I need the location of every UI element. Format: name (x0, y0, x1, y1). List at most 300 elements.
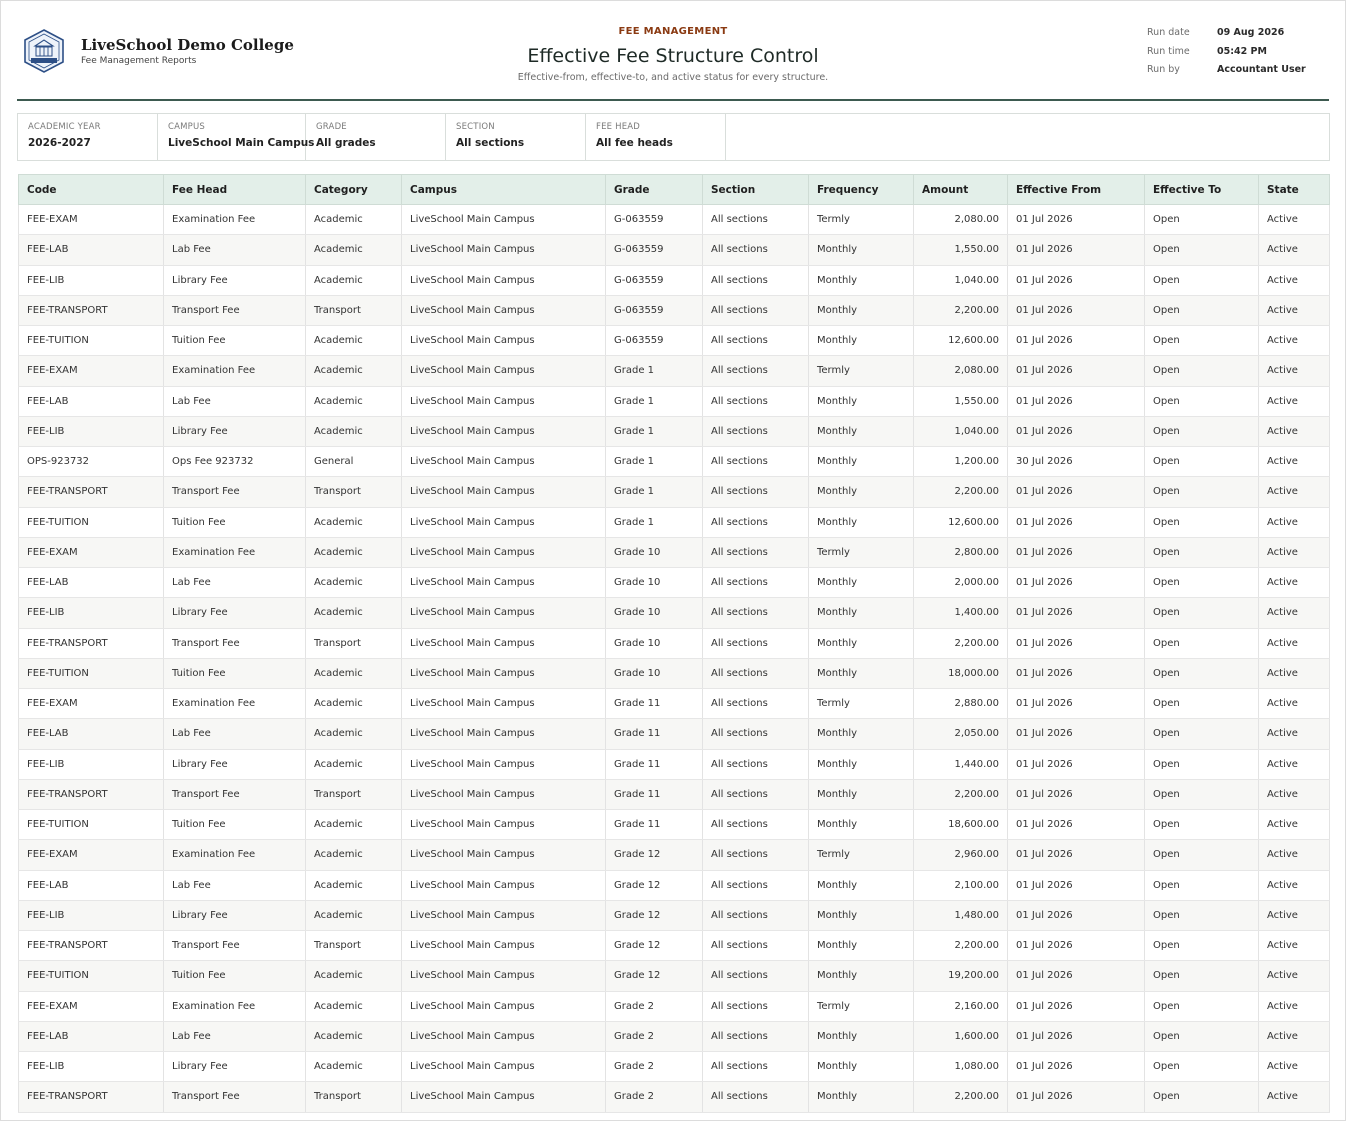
cell-effective-to: Open (1145, 689, 1259, 719)
column-header-state[interactable]: State (1259, 175, 1330, 205)
cell-grade: Grade 1 (606, 386, 703, 416)
cell-code: FEE-EXAM (19, 356, 164, 386)
cell-effective-from: 01 Jul 2026 (1008, 386, 1145, 416)
cell-fee-head: Tuition Fee (164, 507, 306, 537)
table-row[interactable] (19, 810, 1330, 840)
cell-effective-to: Open (1145, 205, 1259, 235)
cell-campus: LiveSchool Main Campus (402, 840, 606, 870)
cell-effective-from: 01 Jul 2026 (1008, 537, 1145, 567)
table-row[interactable] (19, 1021, 1330, 1051)
cell-fee-head: Lab Fee (164, 235, 306, 265)
cell-grade: Grade 12 (606, 870, 703, 900)
run-by-value: Accountant User (1217, 64, 1306, 75)
cell-effective-from: 01 Jul 2026 (1008, 870, 1145, 900)
column-header-code[interactable]: Code (19, 175, 164, 205)
report-kicker: FEE MANAGEMENT (618, 26, 728, 37)
cell-code: FEE-TRANSPORT (19, 628, 164, 658)
table-row[interactable] (19, 477, 1330, 507)
cell-grade: Grade 1 (606, 477, 703, 507)
cell-state: Active (1259, 537, 1330, 567)
filter-value: All sections (456, 137, 525, 149)
cell-state: Active (1259, 870, 1330, 900)
cell-frequency: Monthly (809, 810, 914, 840)
filter-fee-head[interactable] (586, 114, 726, 160)
table-row[interactable] (19, 900, 1330, 930)
cell-category: Transport (306, 931, 402, 961)
cell-frequency: Monthly (809, 870, 914, 900)
cell-frequency: Monthly (809, 235, 914, 265)
cell-grade: Grade 11 (606, 719, 703, 749)
filter-label: ACADEMIC YEAR (28, 122, 101, 132)
column-header-fee-head[interactable]: Fee Head (164, 175, 306, 205)
cell-code: FEE-LAB (19, 870, 164, 900)
cell-frequency: Monthly (809, 386, 914, 416)
column-header-section[interactable]: Section (703, 175, 809, 205)
cell-amount: 2,960.00 (914, 840, 1008, 870)
cell-state: Active (1259, 840, 1330, 870)
cell-effective-to: Open (1145, 568, 1259, 598)
table-row[interactable] (19, 961, 1330, 991)
cell-amount: 2,080.00 (914, 356, 1008, 386)
cell-campus: LiveSchool Main Campus (402, 719, 606, 749)
cell-frequency: Termly (809, 689, 914, 719)
cell-campus: LiveSchool Main Campus (402, 507, 606, 537)
cell-fee-head: Transport Fee (164, 477, 306, 507)
cell-effective-to: Open (1145, 900, 1259, 930)
report-header (17, 1, 1329, 101)
cell-campus: LiveSchool Main Campus (402, 991, 606, 1021)
cell-campus: LiveSchool Main Campus (402, 356, 606, 386)
cell-code: FEE-TRANSPORT (19, 1082, 164, 1112)
cell-fee-head: Ops Fee 923732 (164, 447, 306, 477)
cell-fee-head: Transport Fee (164, 628, 306, 658)
cell-grade: Grade 10 (606, 628, 703, 658)
cell-effective-from: 01 Jul 2026 (1008, 1052, 1145, 1082)
table-row[interactable] (19, 628, 1330, 658)
cell-effective-from: 01 Jul 2026 (1008, 477, 1145, 507)
cell-campus: LiveSchool Main Campus (402, 416, 606, 446)
cell-grade: Grade 11 (606, 779, 703, 809)
cell-amount: 12,600.00 (914, 507, 1008, 537)
run-time-value: 05:42 PM (1217, 45, 1267, 57)
cell-grade: G-063559 (606, 265, 703, 295)
table-row[interactable] (19, 1052, 1330, 1082)
cell-effective-from: 01 Jul 2026 (1008, 658, 1145, 688)
table-header-row (19, 175, 1330, 205)
table-row[interactable] (19, 658, 1330, 688)
column-header-campus[interactable]: Campus (402, 175, 606, 205)
cell-campus: LiveSchool Main Campus (402, 265, 606, 295)
table-body (19, 205, 1330, 1113)
cell-frequency: Monthly (809, 568, 914, 598)
cell-section: All sections (703, 205, 809, 235)
cell-code: FEE-LIB (19, 416, 164, 446)
cell-category: Academic (306, 326, 402, 356)
cell-code: FEE-EXAM (19, 537, 164, 567)
cell-code: FEE-TUITION (19, 507, 164, 537)
cell-grade: Grade 10 (606, 568, 703, 598)
cell-campus: LiveSchool Main Campus (402, 870, 606, 900)
cell-code: FEE-TUITION (19, 810, 164, 840)
cell-effective-from: 01 Jul 2026 (1008, 235, 1145, 265)
cell-frequency: Monthly (809, 507, 914, 537)
cell-section: All sections (703, 568, 809, 598)
cell-effective-from: 01 Jul 2026 (1008, 205, 1145, 235)
cell-campus: LiveSchool Main Campus (402, 628, 606, 658)
cell-campus: LiveSchool Main Campus (402, 598, 606, 628)
table-row[interactable] (19, 689, 1330, 719)
cell-frequency: Termly (809, 537, 914, 567)
cell-amount: 2,200.00 (914, 931, 1008, 961)
table-row[interactable] (19, 719, 1330, 749)
cell-state: Active (1259, 961, 1330, 991)
cell-grade: Grade 2 (606, 1082, 703, 1112)
cell-state: Active (1259, 295, 1330, 325)
filter-label: GRADE (316, 122, 347, 132)
cell-state: Active (1259, 598, 1330, 628)
cell-grade: Grade 12 (606, 931, 703, 961)
cell-campus: LiveSchool Main Campus (402, 1052, 606, 1082)
cell-grade: Grade 1 (606, 416, 703, 446)
cell-amount: 2,200.00 (914, 477, 1008, 507)
cell-fee-head: Tuition Fee (164, 326, 306, 356)
column-header-effective-to[interactable]: Effective To (1145, 175, 1259, 205)
cell-fee-head: Tuition Fee (164, 961, 306, 991)
cell-category: Transport (306, 628, 402, 658)
cell-effective-to: Open (1145, 840, 1259, 870)
cell-campus: LiveSchool Main Campus (402, 810, 606, 840)
cell-effective-from: 01 Jul 2026 (1008, 779, 1145, 809)
cell-effective-from: 01 Jul 2026 (1008, 719, 1145, 749)
cell-section: All sections (703, 1082, 809, 1112)
filter-grade[interactable] (306, 114, 446, 160)
table-row[interactable] (19, 295, 1330, 325)
cell-category: Academic (306, 870, 402, 900)
cell-effective-to: Open (1145, 991, 1259, 1021)
cell-effective-to: Open (1145, 628, 1259, 658)
cell-fee-head: Examination Fee (164, 205, 306, 235)
column-header-amount[interactable]: Amount (914, 175, 1008, 205)
cell-campus: LiveSchool Main Campus (402, 568, 606, 598)
cell-section: All sections (703, 931, 809, 961)
cell-category: Academic (306, 568, 402, 598)
cell-effective-from: 01 Jul 2026 (1008, 840, 1145, 870)
cell-fee-head: Examination Fee (164, 840, 306, 870)
page-subtitle: Effective-from, effective-to, and active status for every structure. (517, 72, 829, 83)
column-header-effective-from[interactable]: Effective From (1008, 175, 1145, 205)
cell-grade: Grade 1 (606, 447, 703, 477)
cell-amount: 1,080.00 (914, 1052, 1008, 1082)
table-row[interactable] (19, 265, 1330, 295)
cell-code: FEE-LIB (19, 1052, 164, 1082)
cell-frequency: Termly (809, 840, 914, 870)
filter-label: SECTION (456, 122, 495, 132)
cell-state: Active (1259, 931, 1330, 961)
cell-category: Academic (306, 386, 402, 416)
cell-fee-head: Lab Fee (164, 870, 306, 900)
cell-section: All sections (703, 689, 809, 719)
cell-category: Academic (306, 719, 402, 749)
cell-effective-to: Open (1145, 870, 1259, 900)
cell-state: Active (1259, 991, 1330, 1021)
cell-fee-head: Transport Fee (164, 1082, 306, 1112)
cell-campus: LiveSchool Main Campus (402, 537, 606, 567)
cell-fee-head: Library Fee (164, 1052, 306, 1082)
cell-section: All sections (703, 628, 809, 658)
table-row[interactable] (19, 386, 1330, 416)
cell-category: Academic (306, 205, 402, 235)
column-header-grade[interactable]: Grade (606, 175, 703, 205)
cell-effective-to: Open (1145, 658, 1259, 688)
cell-effective-from: 01 Jul 2026 (1008, 628, 1145, 658)
cell-effective-to: Open (1145, 719, 1259, 749)
cell-frequency: Monthly (809, 326, 914, 356)
cell-code: FEE-TUITION (19, 326, 164, 356)
run-date-row (1147, 27, 1306, 46)
cell-fee-head: Lab Fee (164, 1021, 306, 1051)
cell-frequency: Monthly (809, 900, 914, 930)
cell-frequency: Monthly (809, 416, 914, 446)
cell-section: All sections (703, 326, 809, 356)
cell-fee-head: Lab Fee (164, 386, 306, 416)
cell-frequency: Monthly (809, 1021, 914, 1051)
cell-campus: LiveSchool Main Campus (402, 205, 606, 235)
cell-amount: 12,600.00 (914, 326, 1008, 356)
cell-grade: Grade 2 (606, 1021, 703, 1051)
cell-effective-from: 01 Jul 2026 (1008, 931, 1145, 961)
cell-grade: Grade 11 (606, 810, 703, 840)
cell-amount: 18,600.00 (914, 810, 1008, 840)
cell-amount: 19,200.00 (914, 961, 1008, 991)
cell-effective-from: 01 Jul 2026 (1008, 810, 1145, 840)
cell-section: All sections (703, 386, 809, 416)
cell-section: All sections (703, 1021, 809, 1051)
table-row[interactable] (19, 326, 1330, 356)
cell-effective-from: 01 Jul 2026 (1008, 598, 1145, 628)
cell-frequency: Monthly (809, 1052, 914, 1082)
cell-frequency: Monthly (809, 265, 914, 295)
cell-grade: Grade 10 (606, 598, 703, 628)
cell-state: Active (1259, 235, 1330, 265)
cell-effective-to: Open (1145, 507, 1259, 537)
cell-campus: LiveSchool Main Campus (402, 477, 606, 507)
cell-effective-to: Open (1145, 235, 1259, 265)
table-row[interactable] (19, 598, 1330, 628)
cell-section: All sections (703, 537, 809, 567)
cell-category: Academic (306, 1021, 402, 1051)
cell-frequency: Monthly (809, 719, 914, 749)
cell-campus: LiveSchool Main Campus (402, 447, 606, 477)
filter-value: All grades (316, 137, 376, 149)
table-row[interactable] (19, 991, 1330, 1021)
cell-grade: G-063559 (606, 205, 703, 235)
cell-amount: 1,480.00 (914, 900, 1008, 930)
filter-academic-year[interactable] (18, 114, 158, 160)
cell-code: FEE-LAB (19, 235, 164, 265)
cell-effective-from: 01 Jul 2026 (1008, 900, 1145, 930)
cell-section: All sections (703, 810, 809, 840)
cell-frequency: Monthly (809, 658, 914, 688)
cell-category: Academic (306, 749, 402, 779)
cell-grade: Grade 2 (606, 1052, 703, 1082)
column-header-category[interactable]: Category (306, 175, 402, 205)
table-row[interactable] (19, 840, 1330, 870)
run-by-label: Run by (1147, 64, 1180, 75)
filter-campus[interactable] (158, 114, 315, 160)
cell-campus: LiveSchool Main Campus (402, 961, 606, 991)
college-subtitle: Fee Management Reports (81, 56, 197, 66)
filter-value: All fee heads (596, 137, 673, 149)
cell-fee-head: Library Fee (164, 265, 306, 295)
table-row[interactable] (19, 537, 1330, 567)
cell-code: FEE-EXAM (19, 840, 164, 870)
cell-section: All sections (703, 235, 809, 265)
column-header-frequency[interactable]: Frequency (809, 175, 914, 205)
cell-grade: Grade 10 (606, 537, 703, 567)
cell-grade: Grade 11 (606, 689, 703, 719)
table-row[interactable] (19, 1082, 1330, 1112)
cell-effective-from: 01 Jul 2026 (1008, 991, 1145, 1021)
filter-bar (17, 113, 1330, 161)
cell-fee-head: Library Fee (164, 598, 306, 628)
cell-grade: G-063559 (606, 295, 703, 325)
cell-effective-to: Open (1145, 265, 1259, 295)
cell-category: Academic (306, 658, 402, 688)
cell-code: FEE-LIB (19, 598, 164, 628)
run-time-row (1147, 46, 1306, 65)
cell-effective-to: Open (1145, 961, 1259, 991)
cell-state: Active (1259, 719, 1330, 749)
cell-amount: 2,160.00 (914, 991, 1008, 1021)
cell-grade: G-063559 (606, 235, 703, 265)
cell-grade: Grade 10 (606, 658, 703, 688)
cell-state: Active (1259, 1082, 1330, 1112)
cell-campus: LiveSchool Main Campus (402, 900, 606, 930)
cell-fee-head: Examination Fee (164, 537, 306, 567)
cell-state: Active (1259, 356, 1330, 386)
cell-frequency: Termly (809, 205, 914, 235)
cell-frequency: Monthly (809, 447, 914, 477)
cell-effective-from: 01 Jul 2026 (1008, 961, 1145, 991)
table-row[interactable] (19, 235, 1330, 265)
cell-state: Active (1259, 386, 1330, 416)
cell-effective-to: Open (1145, 416, 1259, 446)
table-row[interactable] (19, 931, 1330, 961)
cell-category: Transport (306, 477, 402, 507)
cell-state: Active (1259, 900, 1330, 930)
filter-section[interactable] (446, 114, 586, 160)
cell-effective-to: Open (1145, 356, 1259, 386)
cell-code: FEE-LAB (19, 719, 164, 749)
cell-section: All sections (703, 658, 809, 688)
cell-frequency: Monthly (809, 931, 914, 961)
cell-amount: 2,100.00 (914, 870, 1008, 900)
cell-grade: Grade 12 (606, 840, 703, 870)
cell-frequency: Monthly (809, 1082, 914, 1112)
cell-section: All sections (703, 477, 809, 507)
table-row[interactable] (19, 447, 1330, 477)
cell-campus: LiveSchool Main Campus (402, 749, 606, 779)
cell-section: All sections (703, 779, 809, 809)
cell-code: FEE-LIB (19, 265, 164, 295)
cell-campus: LiveSchool Main Campus (402, 931, 606, 961)
run-date-label: Run date (1147, 27, 1190, 38)
table-row[interactable] (19, 356, 1330, 386)
run-time-label: Run time (1147, 45, 1190, 57)
cell-grade: Grade 12 (606, 961, 703, 991)
cell-campus: LiveSchool Main Campus (402, 235, 606, 265)
cell-category: Transport (306, 779, 402, 809)
cell-effective-from: 01 Jul 2026 (1008, 1021, 1145, 1051)
cell-effective-to: Open (1145, 537, 1259, 567)
cell-section: All sections (703, 991, 809, 1021)
cell-amount: 2,200.00 (914, 779, 1008, 809)
cell-code: OPS-923732 (19, 447, 164, 477)
cell-fee-head: Library Fee (164, 749, 306, 779)
cell-fee-head: Tuition Fee (164, 810, 306, 840)
fee-structure-table-wrap (18, 174, 1329, 1113)
cell-effective-from: 01 Jul 2026 (1008, 326, 1145, 356)
cell-effective-to: Open (1145, 326, 1259, 356)
cell-code: FEE-LAB (19, 1021, 164, 1051)
table-row[interactable] (19, 416, 1330, 446)
cell-amount: 2,000.00 (914, 568, 1008, 598)
cell-frequency: Monthly (809, 477, 914, 507)
cell-category: Academic (306, 416, 402, 446)
table-row[interactable] (19, 205, 1330, 235)
cell-grade: Grade 11 (606, 749, 703, 779)
cell-amount: 1,400.00 (914, 598, 1008, 628)
cell-state: Active (1259, 628, 1330, 658)
cell-amount: 1,550.00 (914, 386, 1008, 416)
cell-frequency: Monthly (809, 749, 914, 779)
cell-fee-head: Lab Fee (164, 568, 306, 598)
cell-state: Active (1259, 1052, 1330, 1082)
cell-category: Academic (306, 265, 402, 295)
cell-code: FEE-EXAM (19, 205, 164, 235)
table-row[interactable] (19, 507, 1330, 537)
cell-amount: 1,600.00 (914, 1021, 1008, 1051)
table-row[interactable] (19, 749, 1330, 779)
table-row[interactable] (19, 870, 1330, 900)
cell-effective-from: 01 Jul 2026 (1008, 749, 1145, 779)
cell-effective-to: Open (1145, 598, 1259, 628)
cell-category: Transport (306, 295, 402, 325)
cell-grade: G-063559 (606, 326, 703, 356)
run-meta (1147, 27, 1306, 83)
cell-effective-from: 01 Jul 2026 (1008, 568, 1145, 598)
cell-amount: 2,200.00 (914, 295, 1008, 325)
cell-state: Active (1259, 810, 1330, 840)
table-row[interactable] (19, 568, 1330, 598)
cell-amount: 2,050.00 (914, 719, 1008, 749)
cell-amount: 1,040.00 (914, 265, 1008, 295)
cell-code: FEE-LAB (19, 568, 164, 598)
cell-fee-head: Examination Fee (164, 991, 306, 1021)
cell-effective-from: 01 Jul 2026 (1008, 356, 1145, 386)
cell-state: Active (1259, 326, 1330, 356)
cell-effective-to: Open (1145, 1021, 1259, 1051)
table-row[interactable] (19, 779, 1330, 809)
cell-effective-to: Open (1145, 386, 1259, 416)
cell-effective-from: 01 Jul 2026 (1008, 507, 1145, 537)
cell-amount: 2,880.00 (914, 689, 1008, 719)
cell-state: Active (1259, 1021, 1330, 1051)
cell-category: Academic (306, 991, 402, 1021)
cell-category: Academic (306, 1052, 402, 1082)
page-title: Effective Fee Structure Control (527, 45, 819, 67)
cell-campus: LiveSchool Main Campus (402, 779, 606, 809)
